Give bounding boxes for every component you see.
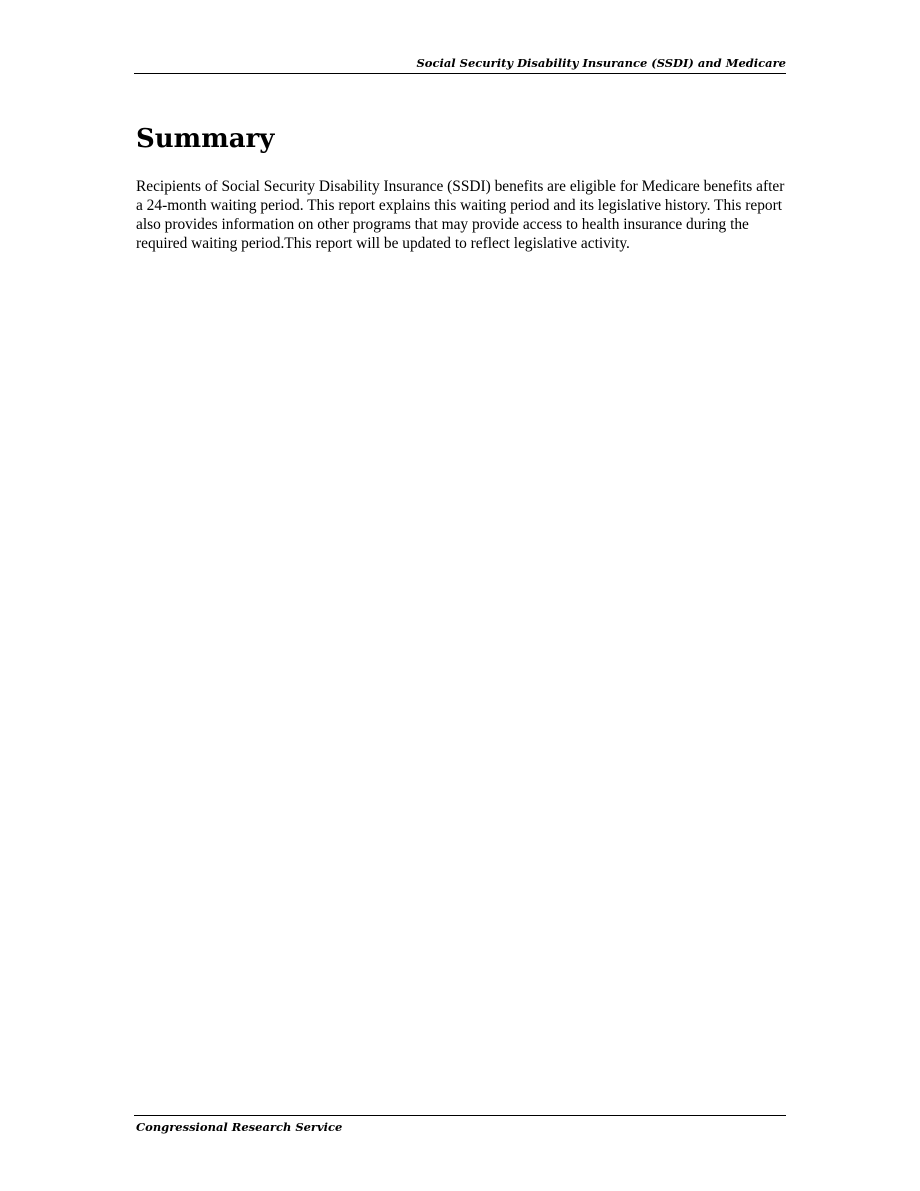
footer-rule (134, 1115, 786, 1116)
section-heading: Summary (136, 124, 275, 154)
running-header: Social Security Disability Insurance (SSDI) and Medicare (134, 56, 786, 74)
footer-publisher: Congressional Research Service (136, 1120, 343, 1134)
summary-paragraph: Recipients of Social Security Disability Insurance (SSDI) benefits are eligible for Medicare benefits after a 24-month waiting period. This report explains this waiting period and its legislative history. This report also provides information on other programs that may provide access to health insurance during the required waiting period.This report will be updated to reflect legislative activity. (136, 178, 785, 252)
